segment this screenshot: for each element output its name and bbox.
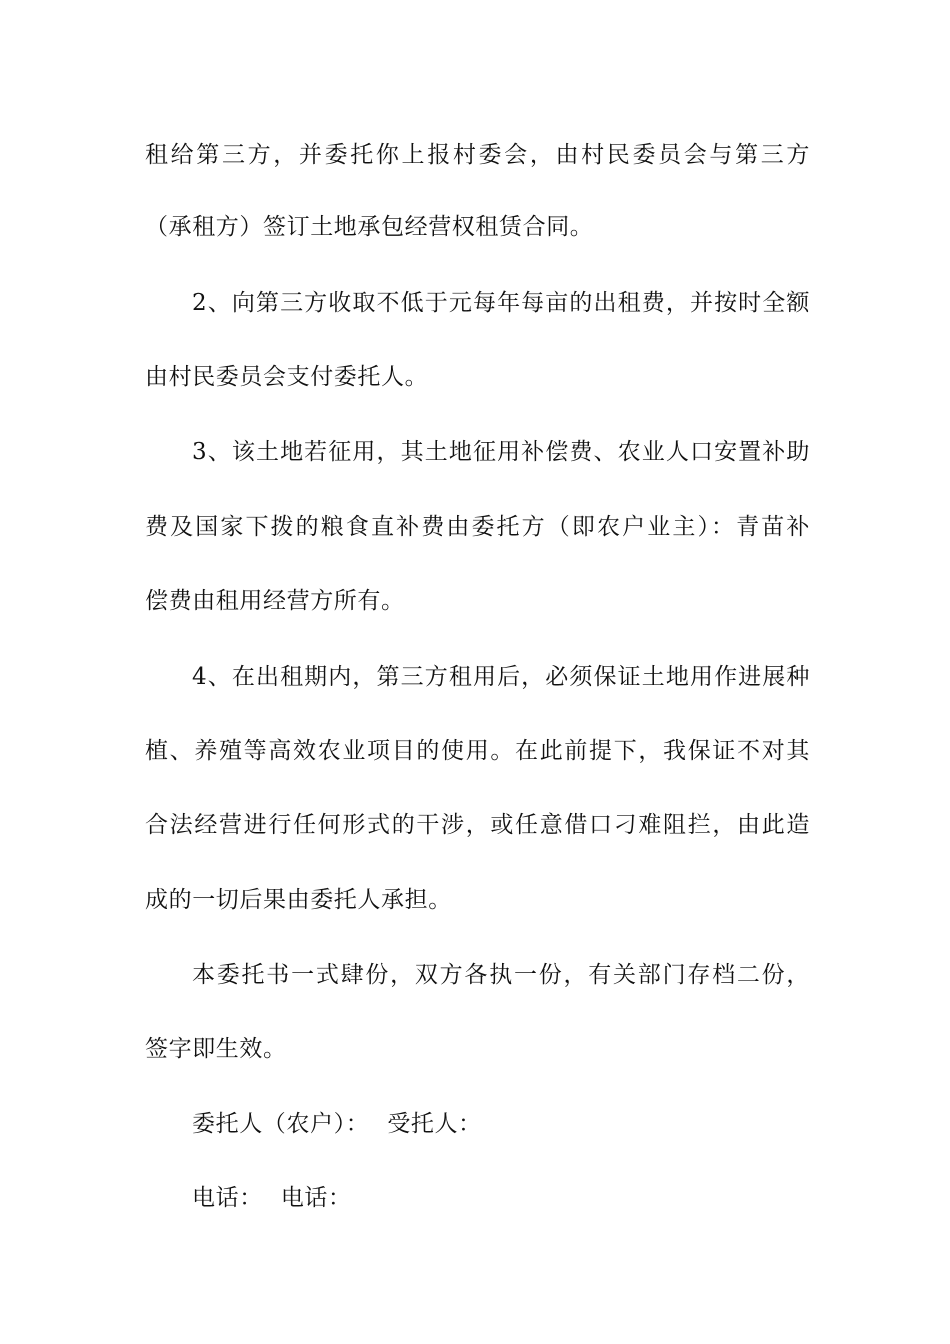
text-line: 费及国家下拨的粮食直补费由委托方（即农户业主）：青苗补: [145, 514, 810, 540]
text-line: 成的一切后果由委托人承担。: [145, 887, 452, 913]
text-line: 由村民委员会支付委托人。: [145, 364, 429, 390]
text-line: 偿费由租用经营方所有。: [145, 588, 405, 614]
phone-label-agent: 电话：: [280, 1185, 352, 1211]
phone-label-principal: 电话：: [192, 1185, 263, 1211]
text-line: 合法经营进行任何形式的干涉，或任意借口刁难阻拦，由此造: [145, 812, 810, 838]
signature-line: [192, 1109, 810, 1139]
paragraph-4-start: 4、在出租期内，第三方租用后，必须保证土地用作进展种: [192, 664, 810, 690]
text-line: 租给第三方，并委托你上报村委会，由村民委员会与第三方: [145, 142, 810, 168]
text-line: （承租方）签订土地承包经营权租赁合同。: [145, 214, 594, 240]
phone-line: [192, 1183, 810, 1213]
agent-label: 受托人：: [387, 1111, 482, 1137]
text-line: 植、养殖等高效农业项目的使用。在此前提下，我保证不对其: [145, 738, 810, 764]
paragraph-copies-start: 本委托书一式肆份，双方各执一份，有关部门存档二份，: [192, 962, 810, 988]
principal-label: 委托人（农户）：: [192, 1111, 370, 1137]
paragraph-2-start: 2、向第三方收取不低于元每年每亩的出租费，并按时全额: [192, 290, 810, 316]
text-line: 签字即生效。: [145, 1036, 287, 1062]
paragraph-3-start: 3、该土地若征用，其土地征用补偿费、农业人口安置补助: [192, 439, 810, 465]
